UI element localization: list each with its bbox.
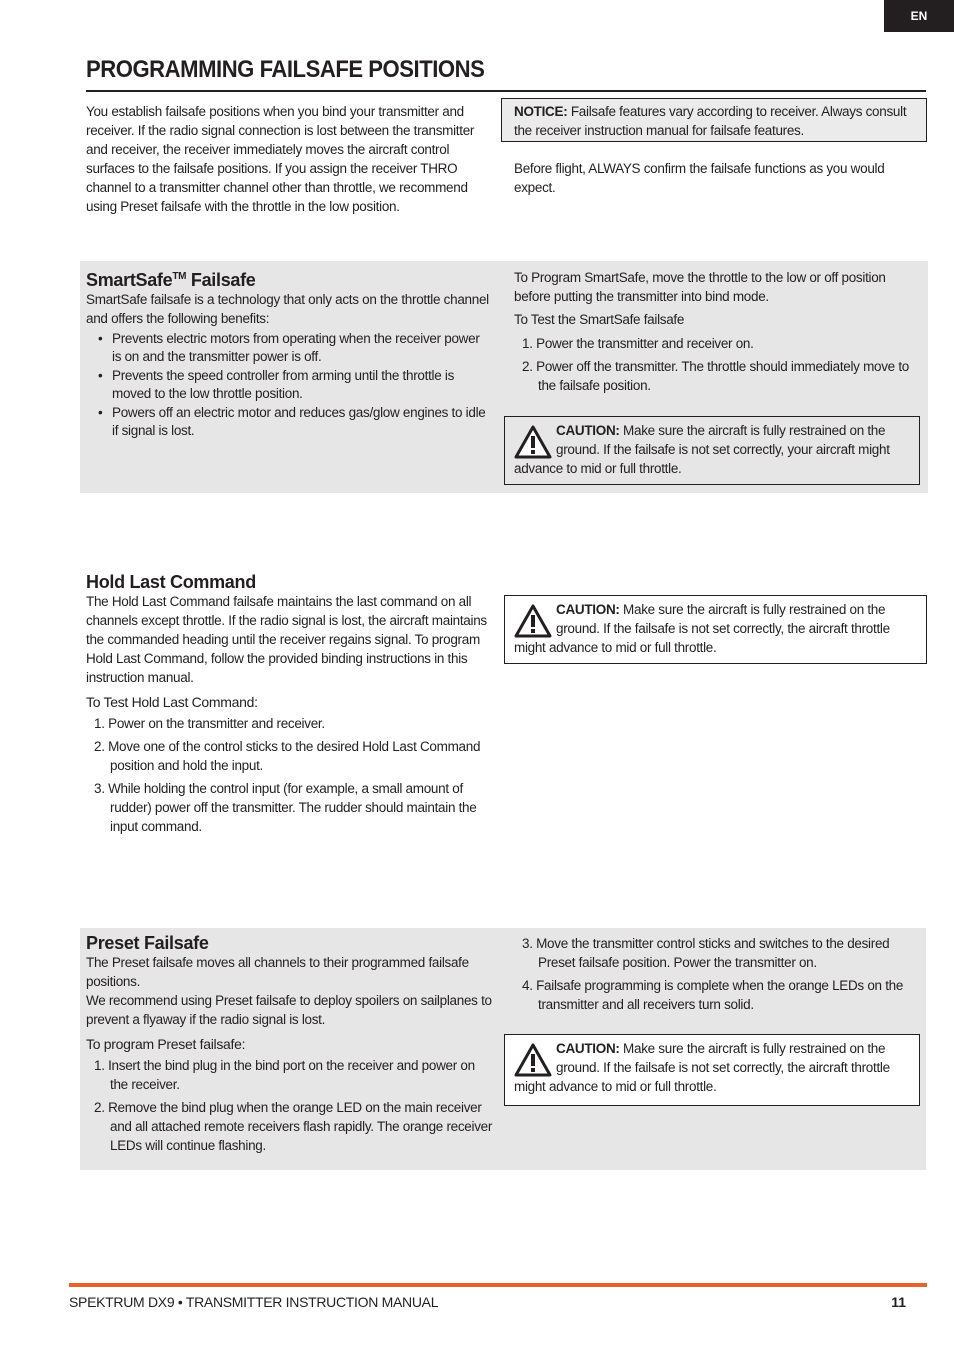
notice-text: Failsafe features vary according to receiver. Always consult the receiver instruction manual for failsafe features. — [514, 104, 907, 138]
page-title: PROGRAMMING FAILSAFE POSITIONS — [86, 56, 485, 83]
hold-last-column — [86, 573, 496, 840]
preset-left-column — [86, 934, 496, 1159]
preset-program-label: To program Preset failsafe: — [86, 1036, 246, 1052]
page-number: 11 — [891, 1294, 906, 1310]
notice-label: NOTICE: — [514, 104, 568, 119]
footer-title: SPEKTRUM DX9 • TRANSMITTER INSTRUCTION MANUAL — [69, 1294, 439, 1310]
warning-icon — [514, 1043, 552, 1077]
language-tab: EN — [884, 0, 954, 32]
preset-desc-2: We recommend using Preset failsafe to deploy spoilers on sailplanes to prevent a flyaway if the radio signal is lost. — [86, 993, 492, 1027]
hold-last-test-label: To Test Hold Last Command: — [86, 694, 258, 710]
hold-last-title: Hold Last Command — [86, 572, 256, 592]
smartsafe-test-label: To Test the SmartSafe failsafe — [514, 312, 685, 327]
list-item: • Prevents electric motors from operating when the receiver power is on and the transmitter power is off. — [86, 330, 490, 365]
smartsafe-benefits-list — [86, 330, 490, 439]
list-item: 2. Power off the transmitter. The throttle should immediately move to the failsafe position. — [522, 359, 909, 393]
list-item: 2. Move one of the control sticks to the desired Hold Last Command position and hold the input. — [94, 739, 481, 773]
list-item: • Powers off an electric motor and reduces gas/glow engines to idle if signal is lost. — [86, 404, 490, 439]
intro-paragraph — [86, 102, 486, 216]
caution-text: Make sure the aircraft is fully restrained on the ground. If the failsafe is not set correctly, your aircraft might advance to mid or full throttle. — [514, 423, 890, 476]
preset-steps-left — [86, 1056, 496, 1155]
preset-right-column — [514, 934, 914, 1018]
list-item: 2. Remove the bind plug when the orange LED on the main receiver and all attached remote receivers flash rapidly. The orange receiver LEDs will continue flashing. — [94, 1100, 493, 1153]
smartsafe-left-column — [86, 267, 490, 441]
list-item: • Prevents the speed controller from arming until the throttle is moved to the low throttle position. — [86, 367, 490, 402]
preset-desc-1: The Preset failsafe moves all channels to their programmed failsafe positions. — [86, 955, 469, 989]
intro-text: You establish failsafe positions when you bind your transmitter and receiver. If the radio signal connection is lost between the transmitter and receiver, the receiver immediately moves the aircraft control surfaces to the failsafe positions. If you assign the receiver THRO channel to a transmitter channel other than throttle, we recommend using Preset failsafe with the throttle in the low position. — [86, 104, 475, 214]
warning-icon — [514, 604, 552, 638]
list-item: 1. Power the transmitter and receiver on. — [522, 336, 754, 351]
notice-box — [501, 98, 927, 142]
footer-rule — [69, 1283, 927, 1287]
hold-last-steps — [86, 714, 496, 836]
before-flight-text: Before flight, ALWAYS confirm the failsafe functions as you would expect. — [514, 161, 885, 195]
smartsafe-program-text: To Program SmartSafe, move the throttle to the low or off position before putting the transmitter into bind mode. — [514, 270, 886, 304]
list-item: 3. Move the transmitter control sticks and switches to the desired Preset failsafe position. Power the transmitter on. — [522, 936, 890, 970]
smartsafe-steps — [514, 334, 914, 395]
warning-icon — [514, 425, 552, 459]
caution-label: CAUTION: — [556, 423, 620, 438]
list-item: 1. Insert the bind plug in the bind port on the receiver and power on the receiver. — [94, 1058, 475, 1092]
caution-label: CAUTION: — [556, 602, 620, 617]
smartsafe-caution-box — [504, 416, 920, 485]
before-flight-paragraph — [514, 159, 914, 197]
list-item: 1. Power on the transmitter and receiver. — [94, 716, 325, 731]
smartsafe-desc: SmartSafe failsafe is a technology that only acts on the throttle channel and offers the following benefits: — [86, 292, 489, 326]
preset-steps-right — [514, 934, 914, 1014]
preset-caution-box — [504, 1034, 920, 1106]
caution-label: CAUTION: — [556, 1041, 620, 1056]
preset-title: Preset Failsafe — [86, 933, 209, 953]
hold-last-desc: The Hold Last Command failsafe maintains the last command on all channels except throttle. If the radio signal is lost, the aircraft maintains the commanded heading until the receiver regains signal. To program Hold Last Command, follow the provided binding instructions in this instruction manual. — [86, 594, 487, 685]
hold-last-caution-box — [504, 595, 927, 664]
smartsafe-title: SmartSafe™ Failsafe — [86, 270, 256, 290]
title-rule — [86, 90, 926, 92]
caution-text: Make sure the aircraft is fully restrained on the ground. If the failsafe is not set correctly, the aircraft throttle might advance to mid or full throttle. — [514, 602, 890, 655]
caution-text: Make sure the aircraft is fully restrained on the ground. If the failsafe is not set correctly, the aircraft throttle might advance to mid or full throttle. — [514, 1041, 890, 1094]
smartsafe-right-column — [514, 268, 914, 399]
list-item: 3. While holding the control input (for example, a small amount of rudder) power off the transmitter. The rudder should maintain the input command. — [94, 781, 477, 834]
list-item: 4. Failsafe programming is complete when the orange LEDs on the transmitter and all receivers turn solid. — [522, 978, 904, 1012]
